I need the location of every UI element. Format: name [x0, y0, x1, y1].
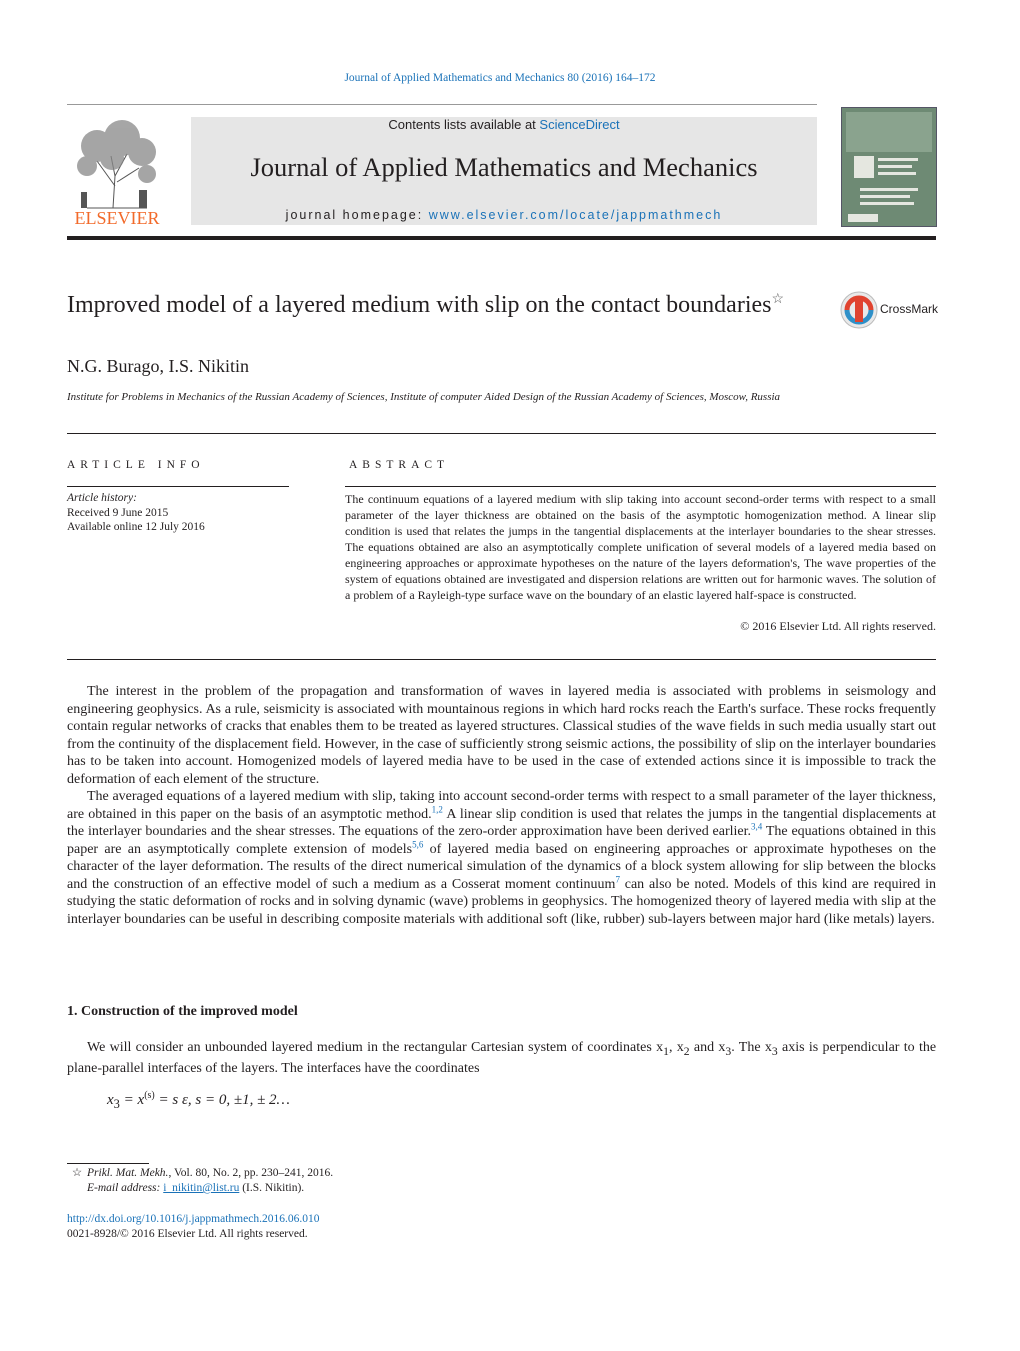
text: A linear slip condition is used that relates the jumps in the tangential displacements at the interlayer boundaries and the shear stresses. The equations of the zero-order approximation have been derived earlier.	[67, 806, 936, 839]
email-label: E-mail address:	[87, 1182, 164, 1194]
paragraph	[67, 788, 936, 928]
contents-line	[191, 117, 817, 132]
text: , x	[668, 1040, 684, 1055]
section-heading: 1. Construction of the improved model	[67, 1004, 298, 1019]
doi-link[interactable]: http://dx.doi.org/10.1016/j.jappmathmech.2016.06.010	[67, 1213, 320, 1225]
paragraph: The interest in the problem of the propagation and transformation of waves in layered media is associated with problems in seismology and engineering geophysics. As a rule, seismicity is associated with mountainous regions in which hard rocks reach the Earth's surface. These rocks frequently contain regular networks of cracks that enables them to be treated as layered structures. Classical studies of the wave fields in such media usually start out from the continuity of the displacement field. However, in the case of sufficiently strong seismic actions, the possibility of slip on the interlayer boundaries has to be taken into account. Homogenized models of layered media have to be used in the case of extended actions since it is impossible to track the deformation of each element of the structure.	[67, 684, 936, 787]
crossmark-icon	[840, 290, 880, 330]
footnote-text: , Vol. 80, No. 2, pp. 230–241, 2016.	[168, 1167, 334, 1179]
email-owner: (I.S. Nikitin).	[239, 1182, 305, 1194]
article-info-heading: ARTICLE INFO	[67, 459, 205, 471]
footnote-journal: Prikl. Mat. Mekh.	[87, 1167, 169, 1179]
text: of layered media based on engineering approaches or approximate hypotheses on the character of the layer deformation. The results of the direct numerical simulation of the dynamics of a block system allowing for slip between the blocks and the construction of an effective model of such a medium as a Cosserat moment continuum	[67, 841, 936, 892]
reference-link[interactable]: 7	[615, 873, 620, 884]
introduction	[67, 683, 936, 928]
footnote-divider	[67, 1163, 149, 1164]
paragraph	[67, 1039, 936, 1078]
crossmark-label: CrossMark	[880, 302, 939, 316]
received-date: Received 9 June 2015	[67, 506, 169, 519]
eq-sub: 3	[113, 1097, 120, 1111]
online-date: Available online 12 July 2016	[67, 521, 205, 533]
journal-citation[interactable]: Journal of Applied Mathematics and Mechanics 80 (2016) 164–172	[344, 72, 656, 84]
section-1-text	[67, 1039, 936, 1078]
crossmark-badge[interactable]	[840, 290, 940, 330]
subscript: 1	[663, 1044, 669, 1058]
subscript: 2	[683, 1044, 690, 1058]
reference-link[interactable]: 5,6	[412, 838, 424, 849]
footnote-line	[67, 1166, 333, 1181]
journal-cover-image[interactable]	[841, 107, 937, 227]
eq-text: = s ε, s = 0, ±1, ± 2…	[154, 1092, 290, 1108]
eq-var: x	[107, 1092, 114, 1108]
reference-link[interactable]: 3,4	[751, 821, 763, 832]
divider	[67, 659, 936, 660]
elsevier-logo[interactable]	[67, 116, 167, 228]
text: The averaged equations of a layered medium with slip, taking into account second-order terms with respect to a small parameter of the layer thickness, are obtained in this paper on the basis of an asymptotic method.	[67, 789, 936, 822]
homepage-link[interactable]: www.elsevier.com/locate/jappmathmech	[428, 208, 723, 222]
homepage-prefix: journal homepage:	[285, 208, 429, 222]
journal-homepage	[191, 208, 817, 222]
text: The equations obtained in this paper are an asymptotically complete extension of models	[67, 824, 936, 857]
divider	[67, 486, 289, 487]
email-link[interactable]: i_nikitin@list.ru	[163, 1182, 240, 1194]
abstract-text: The continuum equations of a layered medium with slip taking into account second-order terms with respect to a small parameter of the layer thickness are obtained on the basis of the asymptotic homogenization method. A linear slip condition is used that relates the jumps in the tangential displacements at the interlayer boundaries to the shear stresses. The equations obtained are also an asymptotically complete unification of several models of a layered media based on engineering approaches or approximate hypotheses on the nature of the layers deformation's, The wave properties of the system of equations obtained are investigated and dispersion relations are written out for harmonic waves. The solution of a problem of a Rayleigh-type surface wave on the boundary of an elastic layered half-space is constructed.	[345, 492, 936, 602]
subscript: 3	[725, 1044, 732, 1058]
text: can also be noted. Models of this kind are required in studying the static deformation of rocks and in solving dynamic (wave) problems in geophysics. The homogenized theory of layered media with slip at the interlayer boundaries can be useful in describing composite materials with additional soft (like, rubber) sub-layers between major hard (like metals) layers.	[67, 876, 936, 927]
issn-line: 0021-8928/© 2016 Elsevier Ltd. All rights reserved.	[67, 1228, 308, 1240]
footnote	[67, 1166, 333, 1196]
divider	[67, 433, 936, 434]
footnote-mark: ☆	[71, 1167, 83, 1179]
journal-cover-icon	[842, 108, 936, 226]
abstract-copyright: © 2016 Elsevier Ltd. All rights reserved.	[740, 619, 936, 633]
article-title	[67, 285, 807, 320]
contents-prefix: Contents lists available at	[388, 117, 540, 132]
elsevier-wordmark: ELSEVIER	[74, 208, 160, 228]
eq-sup: (s)	[144, 1090, 155, 1101]
history-label: Article history:	[67, 492, 137, 504]
subscript: 3	[771, 1044, 778, 1058]
author-affiliation: Institute for Problems in Mechanics of the Russian Academy of Sciences, Institute of computer Aided Design of the Russian Academy of Sciences, Moscow, Russia	[67, 391, 781, 403]
journal-name: Journal of Applied Mathematics and Mechanics	[250, 152, 758, 182]
text: . The x	[731, 1040, 772, 1055]
article-authors: N.G. Burago, I.S. Nikitin	[67, 356, 249, 376]
article-history	[67, 491, 205, 535]
elsevier-tree-icon	[67, 116, 167, 228]
text: We will consider an unbounded layered medium in the rectangular Cartesian system of coordinates x	[87, 1040, 664, 1055]
text: and x	[689, 1040, 726, 1055]
abstract-heading: ABSTRACT	[349, 459, 450, 471]
journal-banner	[191, 117, 817, 225]
text: axis is perpendicular to the plane-parallel interfaces of the layers. The interfaces have the coordinates	[67, 1040, 937, 1077]
divider	[345, 486, 936, 487]
eq-text: = x	[119, 1092, 145, 1108]
sciencedirect-link[interactable]: ScienceDirect	[539, 117, 620, 132]
equation	[107, 1090, 290, 1112]
reference-link[interactable]: 1,2	[431, 803, 443, 814]
title-footnote-mark[interactable]: ☆	[771, 292, 785, 307]
title-text: Improved model of a layered medium with slip on the contact boundaries	[67, 292, 772, 318]
header-divider	[67, 236, 936, 240]
doi-block	[67, 1212, 319, 1242]
divider	[67, 104, 817, 105]
email-line	[67, 1181, 333, 1196]
